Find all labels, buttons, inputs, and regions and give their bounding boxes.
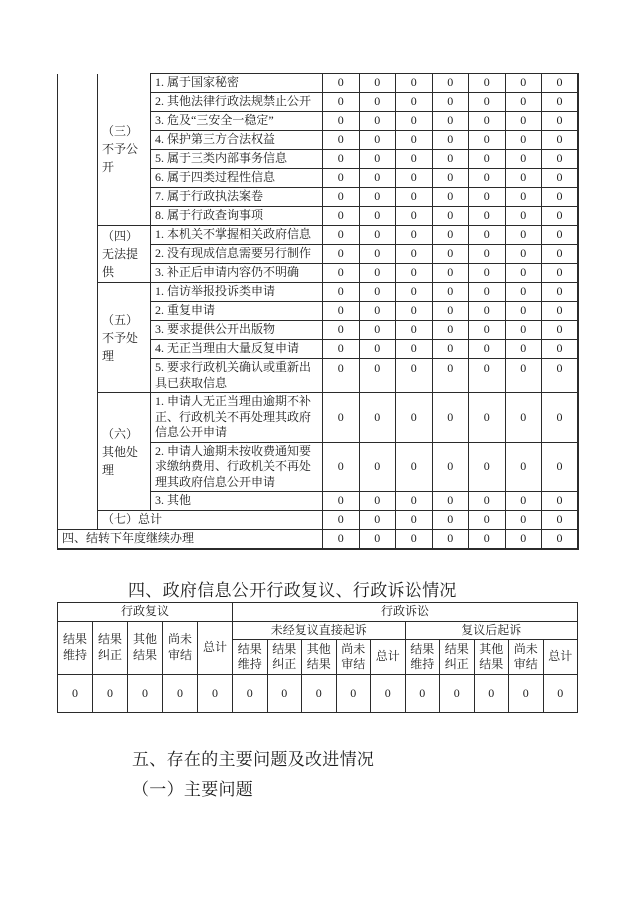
value-cell: 0: [359, 511, 396, 530]
value-cell: 0: [505, 74, 542, 93]
value-cell: 0: [396, 245, 433, 264]
item-label-cell: 3. 危及“三安全一稳定”: [151, 112, 323, 131]
value-cell: 0: [323, 226, 360, 245]
value-cell: 0: [469, 150, 506, 169]
value-cell: 0: [509, 675, 544, 713]
total-label-cell: （七）总计: [98, 511, 323, 530]
value-cell: 0: [359, 112, 396, 131]
value-cell: 0: [469, 442, 506, 492]
value-cell: 0: [542, 359, 579, 393]
value-cell: 0: [359, 245, 396, 264]
category-cell: （三）不予公开: [98, 74, 151, 226]
section5-subtitle: （一）主要问题: [132, 780, 254, 799]
value-cell: 0: [432, 340, 469, 359]
value-cell: 0: [302, 675, 337, 713]
value-cell: 0: [432, 207, 469, 226]
table-row: [58, 393, 579, 443]
carryover-row: [58, 530, 579, 549]
value-cell: 0: [267, 675, 302, 713]
value-cell: 0: [336, 675, 371, 713]
value-cell: 0: [469, 340, 506, 359]
value-cell: 0: [396, 492, 433, 511]
value-cell: 0: [396, 321, 433, 340]
value-cell: 0: [359, 207, 396, 226]
value-cell: 0: [323, 150, 360, 169]
value-cell: 0: [505, 530, 542, 549]
value-cell: 0: [396, 93, 433, 112]
value-cell: 0: [163, 675, 198, 713]
litigation-subgroup-header: 未经复议直接起诉: [233, 621, 406, 640]
value-cell: 0: [323, 393, 360, 443]
section5-title: 五、存在的主要问题及改进情况: [132, 750, 375, 769]
value-cell: 0: [233, 675, 268, 713]
value-cell: 0: [432, 359, 469, 393]
value-cell: 0: [323, 169, 360, 188]
value-cell: 0: [58, 675, 93, 713]
value-cell: 0: [396, 74, 433, 93]
review-subheader: 其他结果: [128, 621, 163, 675]
value-cell: 0: [359, 302, 396, 321]
value-cell: 0: [128, 675, 163, 713]
table-row: [58, 675, 578, 713]
litigation-subheader: 结果维持: [405, 640, 440, 675]
value-cell: 0: [432, 112, 469, 131]
value-cell: 0: [469, 492, 506, 511]
application-results-table: [57, 73, 579, 550]
value-cell: 0: [323, 264, 360, 283]
review-subheader: 尚未审结: [163, 621, 198, 675]
value-cell: 0: [542, 188, 579, 207]
value-cell: 0: [542, 74, 579, 93]
item-label-cell: 5. 要求行政机关确认或重新出具已获取信息: [151, 359, 323, 393]
table-row: [58, 621, 578, 640]
value-cell: 0: [396, 188, 433, 207]
value-cell: 0: [505, 188, 542, 207]
value-cell: 0: [469, 131, 506, 150]
item-label-cell: 6. 属于四类过程性信息: [151, 169, 323, 188]
value-cell: 0: [396, 340, 433, 359]
value-cell: 0: [432, 393, 469, 443]
value-cell: 0: [396, 283, 433, 302]
value-cell: 0: [542, 302, 579, 321]
value-cell: 0: [469, 321, 506, 340]
value-cell: 0: [405, 675, 440, 713]
value-cell: 0: [396, 393, 433, 443]
item-label-cell: 4. 无正当理由大量反复申请: [151, 340, 323, 359]
value-cell: 0: [323, 442, 360, 492]
value-cell: 0: [542, 283, 579, 302]
value-cell: 0: [440, 675, 475, 713]
value-cell: 0: [359, 492, 396, 511]
value-cell: 0: [505, 93, 542, 112]
value-cell: 0: [469, 359, 506, 393]
litigation-subheader: 其他结果: [302, 640, 337, 675]
value-cell: 0: [432, 442, 469, 492]
item-label-cell: 1. 申请人无正当理由逾期不补正、行政机关不再处理其政府信息公开申请: [151, 393, 323, 443]
value-cell: 0: [542, 245, 579, 264]
value-cell: 0: [505, 359, 542, 393]
value-cell: 0: [396, 207, 433, 226]
value-cell: 0: [469, 264, 506, 283]
value-cell: 0: [323, 492, 360, 511]
value-cell: 0: [505, 264, 542, 283]
review-subheader: 结果纠正: [93, 621, 128, 675]
value-cell: 0: [542, 169, 579, 188]
value-cell: 0: [469, 511, 506, 530]
value-cell: 0: [469, 112, 506, 131]
litigation-subheader: 尚未审结: [336, 640, 371, 675]
value-cell: 0: [323, 93, 360, 112]
value-cell: 0: [505, 245, 542, 264]
value-cell: 0: [396, 131, 433, 150]
value-cell: 0: [396, 359, 433, 393]
value-cell: 0: [505, 226, 542, 245]
value-cell: 0: [542, 112, 579, 131]
value-cell: 0: [432, 226, 469, 245]
value-cell: 0: [323, 321, 360, 340]
value-cell: 0: [432, 93, 469, 112]
value-cell: 0: [432, 530, 469, 549]
value-cell: 0: [396, 226, 433, 245]
value-cell: 0: [323, 112, 360, 131]
value-cell: 0: [505, 207, 542, 226]
review-litigation-table: [57, 602, 578, 713]
value-cell: 0: [359, 393, 396, 443]
value-cell: 0: [543, 675, 578, 713]
value-cell: 0: [359, 226, 396, 245]
value-cell: 0: [469, 393, 506, 443]
litigation-group-header: 行政诉讼: [233, 603, 578, 622]
value-cell: 0: [505, 492, 542, 511]
value-cell: 0: [432, 492, 469, 511]
category-cell: （五）不予处理: [98, 283, 151, 393]
item-label-cell: 2. 其他法律行政法规禁止公开: [151, 93, 323, 112]
item-label-cell: 1. 本机关不掌握相关政府信息: [151, 226, 323, 245]
value-cell: 0: [432, 150, 469, 169]
value-cell: 0: [432, 511, 469, 530]
review-group-header: 行政复议: [58, 603, 233, 622]
value-cell: 0: [505, 283, 542, 302]
value-cell: 0: [542, 264, 579, 283]
value-cell: 0: [396, 442, 433, 492]
value-cell: 0: [359, 188, 396, 207]
value-cell: 0: [432, 283, 469, 302]
item-label-cell: 2. 重复申请: [151, 302, 323, 321]
value-cell: 0: [396, 150, 433, 169]
value-cell: 0: [323, 74, 360, 93]
value-cell: 0: [432, 302, 469, 321]
value-cell: 0: [359, 74, 396, 93]
value-cell: 0: [469, 188, 506, 207]
item-label-cell: 5. 属于三类内部事务信息: [151, 150, 323, 169]
value-cell: 0: [474, 675, 509, 713]
category-cell: （四）无法提供: [98, 226, 151, 283]
value-cell: 0: [323, 530, 360, 549]
value-cell: 0: [505, 112, 542, 131]
value-cell: 0: [396, 112, 433, 131]
value-cell: 0: [323, 131, 360, 150]
value-cell: 0: [359, 283, 396, 302]
value-cell: 0: [359, 150, 396, 169]
value-cell: 0: [323, 359, 360, 393]
value-cell: 0: [432, 188, 469, 207]
value-cell: 0: [323, 511, 360, 530]
value-cell: 0: [542, 511, 579, 530]
value-cell: 0: [93, 675, 128, 713]
litigation-subgroup-header: 复议后起诉: [405, 621, 578, 640]
table-row: [58, 283, 579, 302]
value-cell: 0: [396, 169, 433, 188]
value-cell: 0: [359, 93, 396, 112]
value-cell: 0: [323, 188, 360, 207]
value-cell: 0: [359, 340, 396, 359]
value-cell: 0: [542, 150, 579, 169]
total-row: [58, 511, 579, 530]
value-cell: 0: [432, 245, 469, 264]
value-cell: 0: [198, 675, 233, 713]
value-cell: 0: [505, 150, 542, 169]
value-cell: 0: [469, 169, 506, 188]
value-cell: 0: [323, 245, 360, 264]
item-label-cell: 7. 属于行政执法案卷: [151, 188, 323, 207]
value-cell: 0: [542, 393, 579, 443]
table-row: [58, 74, 579, 93]
litigation-subheader: 尚未审结: [509, 640, 544, 675]
value-cell: 0: [469, 74, 506, 93]
litigation-subheader: 总计: [543, 640, 578, 675]
value-cell: 0: [469, 283, 506, 302]
table-row: [58, 226, 579, 245]
value-cell: 0: [505, 321, 542, 340]
value-cell: 0: [469, 93, 506, 112]
carryover-label-cell: 四、结转下年度继续办理: [58, 530, 323, 549]
value-cell: 0: [505, 393, 542, 443]
item-label-cell: 1. 信访举报投诉类申请: [151, 283, 323, 302]
value-cell: 0: [542, 131, 579, 150]
litigation-subheader: 结果维持: [233, 640, 268, 675]
value-cell: 0: [469, 530, 506, 549]
value-cell: 0: [542, 226, 579, 245]
value-cell: 0: [542, 492, 579, 511]
litigation-subheader: 总计: [371, 640, 406, 675]
value-cell: 0: [359, 264, 396, 283]
value-cell: 0: [505, 442, 542, 492]
value-cell: 0: [505, 340, 542, 359]
value-cell: 0: [542, 442, 579, 492]
item-label-cell: 3. 要求提供公开出版物: [151, 321, 323, 340]
value-cell: 0: [359, 530, 396, 549]
litigation-subheader: 其他结果: [474, 640, 509, 675]
value-cell: 0: [396, 264, 433, 283]
value-cell: 0: [396, 511, 433, 530]
value-cell: 0: [396, 530, 433, 549]
value-cell: 0: [469, 226, 506, 245]
item-label-cell: 4. 保护第三方合法权益: [151, 131, 323, 150]
value-cell: 0: [469, 302, 506, 321]
value-cell: 0: [432, 169, 469, 188]
section4-title: 四、政府信息公开行政复议、行政诉讼情况: [128, 581, 457, 600]
review-subheader: 结果维持: [58, 621, 93, 675]
value-cell: 0: [359, 169, 396, 188]
value-cell: 0: [432, 131, 469, 150]
review-subheader: 总计: [198, 621, 233, 675]
value-cell: 0: [505, 302, 542, 321]
value-cell: 0: [359, 359, 396, 393]
continuation-spacer-cell: [58, 74, 98, 530]
value-cell: 0: [432, 321, 469, 340]
value-cell: 0: [542, 207, 579, 226]
table-row: [58, 603, 578, 622]
litigation-subheader: 结果纠正: [440, 640, 475, 675]
value-cell: 0: [542, 530, 579, 549]
value-cell: 0: [359, 442, 396, 492]
value-cell: 0: [542, 93, 579, 112]
value-cell: 0: [323, 207, 360, 226]
value-cell: 0: [542, 340, 579, 359]
value-cell: 0: [359, 131, 396, 150]
item-label-cell: 2. 没有现成信息需要另行制作: [151, 245, 323, 264]
value-cell: 0: [505, 169, 542, 188]
value-cell: 0: [469, 245, 506, 264]
litigation-subheader: 结果纠正: [267, 640, 302, 675]
value-cell: 0: [371, 675, 406, 713]
value-cell: 0: [505, 511, 542, 530]
value-cell: 0: [469, 207, 506, 226]
item-label-cell: 2. 申请人逾期未按收费通知要求缴纳费用、行政机关不再处理其政府信息公开申请: [151, 442, 323, 492]
item-label-cell: 8. 属于行政查询事项: [151, 207, 323, 226]
value-cell: 0: [323, 340, 360, 359]
value-cell: 0: [396, 302, 433, 321]
value-cell: 0: [542, 321, 579, 340]
value-cell: 0: [505, 131, 542, 150]
item-label-cell: 1. 属于国家秘密: [151, 74, 323, 93]
value-cell: 0: [323, 283, 360, 302]
value-cell: 0: [323, 302, 360, 321]
value-cell: 0: [432, 74, 469, 93]
value-cell: 0: [359, 321, 396, 340]
item-label-cell: 3. 其他: [151, 492, 323, 511]
category-cell: （六）其他处理: [98, 393, 151, 511]
item-label-cell: 3. 补正后申请内容仍不明确: [151, 264, 323, 283]
value-cell: 0: [432, 264, 469, 283]
